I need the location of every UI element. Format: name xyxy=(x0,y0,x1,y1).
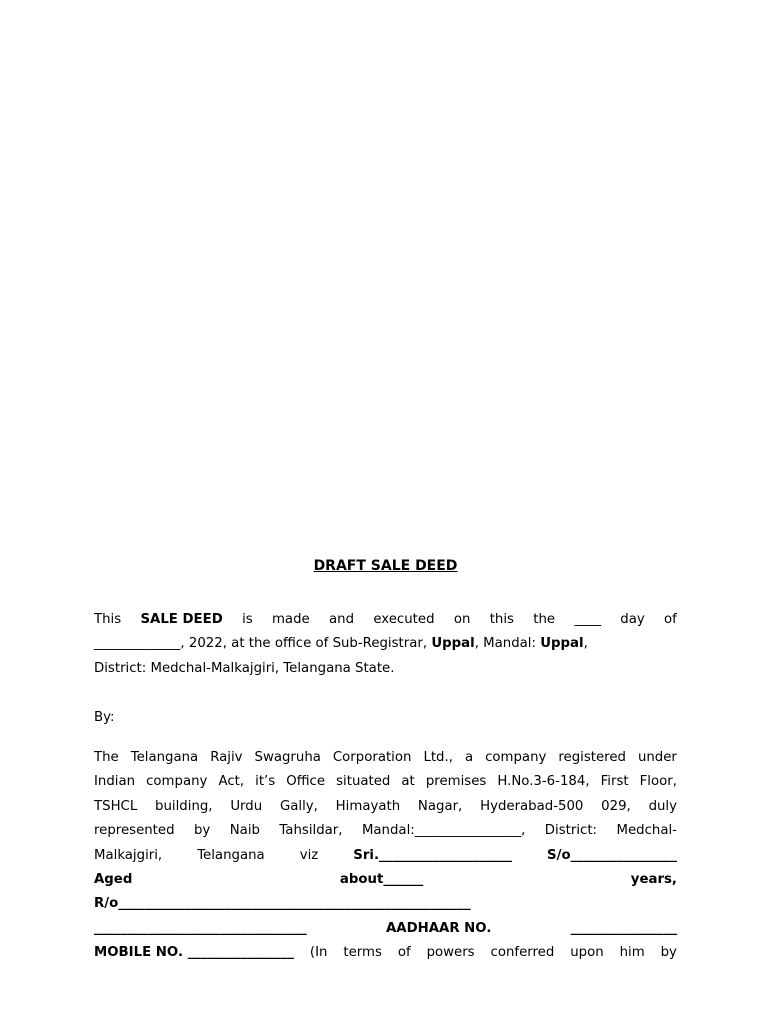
aadhaar-blank: ________________ xyxy=(570,920,677,936)
residence-blank-cont: ________________________________ xyxy=(94,920,307,936)
word: Office xyxy=(286,774,326,790)
word: Malkajgiri, xyxy=(94,847,163,863)
sub-registrar-place: Uppal xyxy=(431,636,475,652)
mobile-label: MOBILE NO. ________________ xyxy=(94,945,294,961)
word: This xyxy=(94,612,122,627)
word: company xyxy=(485,750,547,765)
word: powers xyxy=(426,945,475,961)
word: viz xyxy=(299,847,319,863)
date-clause: _____________, 2022, at the office of Sub-Registrar, xyxy=(94,636,432,652)
word: Swagruha xyxy=(254,750,321,765)
word: by xyxy=(193,823,211,839)
word: TSHCL xyxy=(94,798,138,814)
day-blank: ____ xyxy=(574,612,601,627)
word: Naib xyxy=(229,823,260,839)
word: Act, xyxy=(218,774,245,790)
intro-line-1 xyxy=(94,608,677,632)
document-title: DRAFT SALE DEED xyxy=(313,558,458,574)
word: Medchal- xyxy=(616,823,677,839)
word: First xyxy=(600,774,629,790)
word: represented xyxy=(94,823,175,839)
word: H.No.3-6-184, xyxy=(497,774,590,790)
sale-deed-term: SALE DEED xyxy=(140,612,223,627)
intro-line-3 xyxy=(94,657,677,681)
body-line-2 xyxy=(94,770,677,794)
word: (In xyxy=(309,945,328,961)
mandal-value: Uppal xyxy=(540,636,584,652)
word: Telangana xyxy=(197,847,265,863)
word: upon xyxy=(570,945,604,961)
word: of xyxy=(664,612,677,627)
word: The xyxy=(94,750,119,765)
word: District: xyxy=(544,823,598,839)
word: at xyxy=(401,774,415,790)
word: executed xyxy=(373,612,435,627)
aged-label: Aged xyxy=(94,872,133,888)
word: the xyxy=(533,612,556,627)
body-line-6 xyxy=(94,868,677,892)
mandal-label: , Mandal: xyxy=(474,636,541,652)
word: him xyxy=(619,945,645,961)
word: this xyxy=(489,612,514,627)
intro-paragraph xyxy=(94,608,677,681)
word: 029, xyxy=(601,798,631,814)
body-line-9 xyxy=(94,941,677,965)
word: Himayath xyxy=(335,798,401,814)
word: Ltd., xyxy=(423,750,453,765)
word: and xyxy=(329,612,355,627)
word: Floor, xyxy=(639,774,677,790)
word: under xyxy=(637,750,677,765)
sri-name-blank: Sri.____________________ xyxy=(353,847,512,863)
body-line-7 xyxy=(94,892,677,916)
word: Telangana xyxy=(130,750,199,765)
district-clause: District: Medchal-Malkajgiri, Telangana State. xyxy=(94,660,395,676)
son-of-blank: S/o________________ xyxy=(547,847,677,863)
body-line-8 xyxy=(94,917,677,941)
age-blank: about______ xyxy=(339,872,424,888)
body-line-4 xyxy=(94,819,677,843)
comma: , xyxy=(583,636,588,652)
word: it’s xyxy=(255,774,276,790)
by-label xyxy=(94,706,677,730)
word: day xyxy=(620,612,645,627)
party-paragraph xyxy=(94,746,677,966)
word: company xyxy=(146,774,208,790)
word: conferred xyxy=(490,945,555,961)
body-line-5 xyxy=(94,844,677,868)
word: Hyderabad-500 xyxy=(480,798,584,814)
intro-line-2 xyxy=(94,632,677,656)
word: by xyxy=(660,945,677,961)
word: on xyxy=(453,612,471,627)
word: Gally, xyxy=(279,798,318,814)
word: of xyxy=(397,945,411,961)
body-line-1 xyxy=(94,746,677,770)
residence-blank: R/o_____________________________________________________ xyxy=(94,896,471,912)
body-line-3 xyxy=(94,795,677,819)
word: Tahsildar, xyxy=(279,823,343,839)
word: made xyxy=(271,612,310,627)
mandal-blank: Mandal:________________, xyxy=(361,823,526,839)
word: premises xyxy=(425,774,487,790)
word: Indian xyxy=(94,774,136,790)
word: Urdu xyxy=(230,798,263,814)
word: building, xyxy=(155,798,213,814)
word: situated xyxy=(336,774,391,790)
word: is xyxy=(242,612,253,627)
word: Corporation xyxy=(332,750,412,765)
word: Nagar, xyxy=(417,798,463,814)
word: duly xyxy=(648,798,677,814)
word: registered xyxy=(558,750,626,765)
aadhaar-label: AADHAAR NO. xyxy=(385,920,492,936)
word: Rajiv xyxy=(210,750,243,765)
word: a xyxy=(464,750,474,765)
word: terms xyxy=(343,945,382,961)
years-label: years, xyxy=(630,872,677,888)
by-text: By: xyxy=(94,710,115,725)
